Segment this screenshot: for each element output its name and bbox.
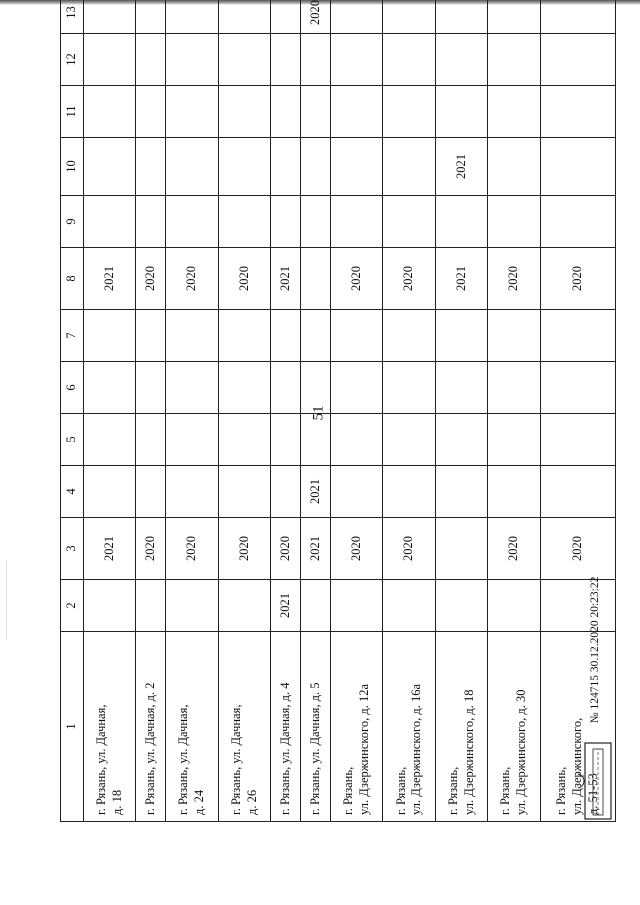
year-cell xyxy=(218,86,270,138)
year-cell xyxy=(136,414,166,466)
year-cell xyxy=(383,138,435,196)
column-header: 13 xyxy=(61,0,84,34)
year-cell xyxy=(136,310,166,362)
address-line: г. Рязань, ул. Дачная, xyxy=(228,704,243,815)
year-cell xyxy=(166,86,218,138)
year-cell: 2021 xyxy=(271,248,301,310)
year-cell xyxy=(435,414,487,466)
data-table xyxy=(60,0,616,822)
year-cell xyxy=(301,414,331,466)
year-cell: 2020 xyxy=(540,518,615,580)
address-cell xyxy=(301,632,331,822)
year-cell: 2020 xyxy=(271,518,301,580)
address-cell xyxy=(330,632,382,822)
year-cell xyxy=(218,0,270,34)
address-line: г. Рязань, ул. Дачная, д. 4 xyxy=(277,682,292,815)
year-cell xyxy=(435,310,487,362)
year-cell xyxy=(540,362,615,414)
year-cell: 2021 xyxy=(271,580,301,632)
column-header: 4 xyxy=(61,466,84,518)
year-cell xyxy=(84,362,136,414)
year-cell: 2021 xyxy=(301,518,331,580)
address-line: д. 18 xyxy=(109,789,124,815)
year-cell xyxy=(383,580,435,632)
year-cell xyxy=(218,362,270,414)
table-row xyxy=(330,0,382,822)
year-cell: 2020 xyxy=(540,248,615,310)
address-line: г. Рязань, ул. Дачная, д. 5 xyxy=(307,682,322,815)
address-line: ул. Дзержинского, д. 30 xyxy=(514,689,529,815)
year-cell xyxy=(136,196,166,248)
table-row xyxy=(301,0,331,822)
header-row xyxy=(61,0,84,822)
year-cell: 2020 xyxy=(136,248,166,310)
year-cell xyxy=(166,34,218,86)
margin-mark xyxy=(6,560,7,640)
year-cell xyxy=(488,196,540,248)
year-cell xyxy=(218,34,270,86)
year-cell xyxy=(271,196,301,248)
year-cell xyxy=(84,196,136,248)
address-line: ул. Дзержинского, д. 18 xyxy=(461,689,476,815)
address-line: г. Рязань, ул. Дачная, д. 2 xyxy=(143,682,158,815)
year-cell xyxy=(84,138,136,196)
year-cell: 2020 xyxy=(301,0,331,34)
year-cell xyxy=(166,580,218,632)
year-cell xyxy=(136,34,166,86)
year-cell xyxy=(271,138,301,196)
year-cell xyxy=(435,196,487,248)
year-cell xyxy=(383,466,435,518)
year-cell xyxy=(488,466,540,518)
year-cell xyxy=(383,362,435,414)
year-cell xyxy=(136,466,166,518)
year-cell xyxy=(301,86,331,138)
address-cell xyxy=(488,632,540,822)
year-cell xyxy=(136,138,166,196)
year-cell xyxy=(166,310,218,362)
address-cell xyxy=(136,632,166,822)
year-cell xyxy=(383,34,435,86)
year-cell xyxy=(435,362,487,414)
year-cell xyxy=(84,86,136,138)
table-row xyxy=(166,0,218,822)
address-line: ул. Дзержинского, д. 16а xyxy=(409,684,424,815)
year-cell: 2020 xyxy=(218,248,270,310)
year-cell xyxy=(218,310,270,362)
year-cell xyxy=(218,414,270,466)
address-line: г. Рязань, xyxy=(393,766,408,815)
year-cell xyxy=(84,580,136,632)
year-cell: 2020 xyxy=(383,518,435,580)
year-cell xyxy=(435,466,487,518)
column-header: 2 xyxy=(61,580,84,632)
year-cell xyxy=(218,466,270,518)
year-cell xyxy=(488,310,540,362)
year-cell xyxy=(84,0,136,34)
address-line: г. Рязань, xyxy=(341,766,356,815)
column-header: 5 xyxy=(61,414,84,466)
address-cell xyxy=(383,632,435,822)
year-cell xyxy=(330,86,382,138)
year-cell: 2020 xyxy=(488,518,540,580)
year-cell xyxy=(84,466,136,518)
table-row xyxy=(383,0,435,822)
year-cell xyxy=(271,0,301,34)
table-row xyxy=(540,0,615,822)
year-cell xyxy=(271,310,301,362)
year-cell xyxy=(540,138,615,196)
year-cell: 2020 xyxy=(136,518,166,580)
year-cell xyxy=(330,0,382,34)
year-cell xyxy=(301,580,331,632)
year-cell xyxy=(166,0,218,34)
year-cell xyxy=(383,310,435,362)
table-row xyxy=(435,0,487,822)
year-cell xyxy=(330,138,382,196)
year-cell xyxy=(218,580,270,632)
year-cell xyxy=(540,580,615,632)
year-cell xyxy=(271,86,301,138)
year-cell: 2021 xyxy=(301,466,331,518)
table-row xyxy=(136,0,166,822)
year-cell xyxy=(136,86,166,138)
year-cell xyxy=(435,34,487,86)
year-cell xyxy=(301,310,331,362)
address-line: г. Рязань, xyxy=(445,766,460,815)
year-cell xyxy=(383,414,435,466)
year-cell xyxy=(540,0,615,34)
year-cell xyxy=(540,196,615,248)
year-cell xyxy=(271,34,301,86)
year-cell xyxy=(435,518,487,580)
year-cell xyxy=(383,0,435,34)
address-line: ул. Дзержинского, xyxy=(570,717,585,815)
year-cell xyxy=(84,414,136,466)
column-header: 7 xyxy=(61,310,84,362)
year-cell xyxy=(540,86,615,138)
year-cell xyxy=(301,362,331,414)
year-cell: 2020 xyxy=(166,518,218,580)
year-cell xyxy=(330,362,382,414)
column-header: 9 xyxy=(61,196,84,248)
table-row xyxy=(218,0,270,822)
column-header: 10 xyxy=(61,138,84,196)
address-line: ул. Дзержинского, д. 12а xyxy=(356,684,371,815)
document-registration-id: № 124715 30.12.2020 20:23:22 xyxy=(589,576,601,724)
year-cell xyxy=(301,248,331,310)
year-cell xyxy=(301,34,331,86)
year-cell: 2021 xyxy=(435,248,487,310)
stamp-emblem-icon xyxy=(578,740,618,822)
year-cell xyxy=(488,414,540,466)
year-cell xyxy=(435,580,487,632)
year-cell xyxy=(435,86,487,138)
year-cell xyxy=(540,414,615,466)
year-cell xyxy=(330,580,382,632)
year-cell xyxy=(84,310,136,362)
address-line: д. 26 xyxy=(244,789,259,815)
year-cell: 2021 xyxy=(84,248,136,310)
page-number: 51 xyxy=(310,405,327,421)
year-cell xyxy=(271,414,301,466)
year-cell xyxy=(301,138,331,196)
address-cell xyxy=(84,632,136,822)
year-cell xyxy=(271,362,301,414)
column-header: 1 xyxy=(61,632,84,822)
year-cell xyxy=(84,34,136,86)
year-cell xyxy=(435,0,487,34)
year-cell xyxy=(271,466,301,518)
year-cell xyxy=(540,310,615,362)
year-cell xyxy=(166,362,218,414)
year-cell xyxy=(488,86,540,138)
column-header: 3 xyxy=(61,518,84,580)
year-cell xyxy=(218,196,270,248)
year-cell xyxy=(218,138,270,196)
address-cell xyxy=(218,632,270,822)
year-cell: 2020 xyxy=(383,248,435,310)
address-line: г. Рязань, xyxy=(498,766,513,815)
column-header: 12 xyxy=(61,34,84,86)
year-cell xyxy=(540,466,615,518)
year-cell: 2020 xyxy=(330,248,382,310)
address-line: д. 24 xyxy=(192,789,207,815)
year-cell xyxy=(166,138,218,196)
year-cell xyxy=(136,580,166,632)
year-cell xyxy=(488,580,540,632)
year-cell xyxy=(301,196,331,248)
year-cell: 2021 xyxy=(84,518,136,580)
year-cell xyxy=(166,196,218,248)
address-cell xyxy=(271,632,301,822)
column-header: 11 xyxy=(61,86,84,138)
year-cell xyxy=(330,414,382,466)
year-cell: 2020 xyxy=(330,518,382,580)
address-line: г. Рязань, ул. Дачная, xyxy=(94,704,109,815)
year-cell xyxy=(488,138,540,196)
column-header: 8 xyxy=(61,248,84,310)
year-cell: 2020 xyxy=(166,248,218,310)
address-cell xyxy=(435,632,487,822)
year-cell: 2021 xyxy=(435,138,487,196)
year-cell xyxy=(383,86,435,138)
column-header: 6 xyxy=(61,362,84,414)
year-cell xyxy=(330,310,382,362)
year-cell xyxy=(166,466,218,518)
address-cell xyxy=(166,632,218,822)
address-line: г. Рязань, ул. Дачная, xyxy=(176,704,191,815)
year-cell xyxy=(488,362,540,414)
year-cell xyxy=(136,0,166,34)
year-cell xyxy=(136,362,166,414)
year-cell: 2020 xyxy=(218,518,270,580)
address-line: г. Рязань, xyxy=(554,766,569,815)
year-cell xyxy=(166,414,218,466)
address-line: д. 51-53 xyxy=(585,773,600,815)
year-cell xyxy=(383,196,435,248)
year-cell: 2020 xyxy=(488,248,540,310)
year-cell xyxy=(330,466,382,518)
table-row xyxy=(271,0,301,822)
table-row xyxy=(84,0,136,822)
year-cell xyxy=(330,196,382,248)
year-cell xyxy=(488,0,540,34)
year-cell xyxy=(540,34,615,86)
year-cell xyxy=(330,34,382,86)
table-row xyxy=(488,0,540,822)
rotated-table-container xyxy=(60,0,616,822)
year-cell xyxy=(488,34,540,86)
